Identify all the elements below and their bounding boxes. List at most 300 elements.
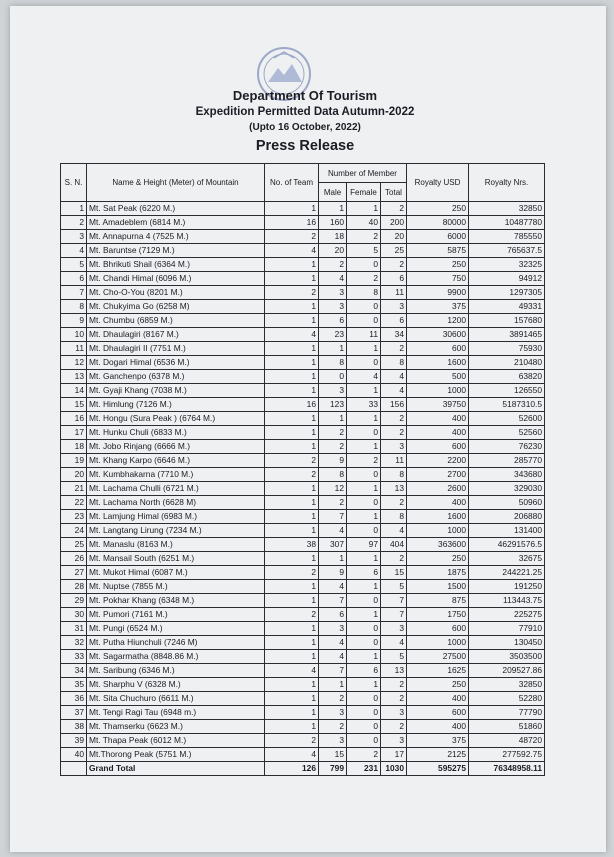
row-total: 2	[381, 678, 407, 692]
row-male: 9	[319, 566, 347, 580]
row-male: 1	[319, 202, 347, 216]
row-royalty-usd: 250	[407, 552, 469, 566]
row-sn: 25	[61, 538, 87, 552]
row-sn: 26	[61, 552, 87, 566]
table-row	[61, 342, 545, 356]
row-sn: 3	[61, 230, 87, 244]
row-mountain-name: Mt. Dhaulagiri (8167 M.)	[87, 328, 265, 342]
row-total: 3	[381, 706, 407, 720]
row-sn: 15	[61, 398, 87, 412]
row-royalty-usd: 363600	[407, 538, 469, 552]
row-royalty-usd: 400	[407, 720, 469, 734]
row-royalty-usd: 400	[407, 426, 469, 440]
row-total: 6	[381, 314, 407, 328]
table-row	[61, 468, 545, 482]
row-mountain-name: Mt. Ganchenpo (6378 M.)	[87, 370, 265, 384]
row-female: 0	[347, 636, 381, 650]
row-female: 5	[347, 244, 381, 258]
row-royalty-usd: 1600	[407, 356, 469, 370]
row-sn: 34	[61, 664, 87, 678]
row-royalty-nrs: 50960	[469, 496, 545, 510]
header-royalty-nrs: Royalty Nrs.	[469, 164, 545, 202]
row-teams: 1	[265, 706, 319, 720]
row-royalty-nrs: 191250	[469, 580, 545, 594]
row-sn: 36	[61, 692, 87, 706]
row-royalty-nrs: 52600	[469, 412, 545, 426]
table-row	[61, 328, 545, 342]
row-mountain-name: Mt. Amadeblem (6814 M.)	[87, 216, 265, 230]
header-teams: No. of Team	[265, 164, 319, 202]
row-male: 12	[319, 482, 347, 496]
row-male: 3	[319, 286, 347, 300]
row-sn: 30	[61, 608, 87, 622]
row-female: 0	[347, 468, 381, 482]
row-sn: 11	[61, 342, 87, 356]
row-total: 4	[381, 524, 407, 538]
row-royalty-nrs: 63820	[469, 370, 545, 384]
row-teams: 2	[265, 734, 319, 748]
row-mountain-name: Mt. Hunku Chuli (6833 M.)	[87, 426, 265, 440]
header-male: Male	[319, 183, 347, 202]
table-row	[61, 650, 545, 664]
row-teams: 1	[265, 678, 319, 692]
row-male: 1	[319, 412, 347, 426]
row-total: 8	[381, 356, 407, 370]
row-male: 2	[319, 496, 347, 510]
row-female: 1	[347, 608, 381, 622]
row-royalty-nrs: 48720	[469, 734, 545, 748]
row-total: 13	[381, 482, 407, 496]
row-female: 1	[347, 482, 381, 496]
row-male: 9	[319, 454, 347, 468]
row-teams: 1	[265, 258, 319, 272]
row-teams: 4	[265, 664, 319, 678]
row-royalty-nrs: 76230	[469, 440, 545, 454]
row-female: 2	[347, 230, 381, 244]
row-sn: 2	[61, 216, 87, 230]
row-mountain-name: Mt. Hongu (Sura Peak ) (6764 M.)	[87, 412, 265, 426]
row-teams: 4	[265, 244, 319, 258]
row-female: 1	[347, 202, 381, 216]
grand-total-usd: 595275	[407, 762, 469, 776]
row-teams: 1	[265, 314, 319, 328]
row-teams: 1	[265, 272, 319, 286]
row-sn: 13	[61, 370, 87, 384]
row-royalty-nrs: 32850	[469, 678, 545, 692]
row-female: 0	[347, 734, 381, 748]
row-male: 7	[319, 594, 347, 608]
row-royalty-usd: 2700	[407, 468, 469, 482]
table-row	[61, 580, 545, 594]
row-male: 2	[319, 440, 347, 454]
table-row	[61, 384, 545, 398]
row-female: 1	[347, 440, 381, 454]
table-row	[61, 706, 545, 720]
row-mountain-name: Mt. Jobo Rinjang (6666 M.)	[87, 440, 265, 454]
row-royalty-nrs: 32850	[469, 202, 545, 216]
row-sn: 27	[61, 566, 87, 580]
table-row	[61, 664, 545, 678]
row-female: 1	[347, 342, 381, 356]
row-royalty-nrs: 1297305	[469, 286, 545, 300]
row-teams: 1	[265, 440, 319, 454]
row-royalty-nrs: 32675	[469, 552, 545, 566]
row-royalty-usd: 1625	[407, 664, 469, 678]
table-row	[61, 230, 545, 244]
row-royalty-nrs: 77910	[469, 622, 545, 636]
row-male: 0	[319, 370, 347, 384]
grand-total-teams: 126	[265, 762, 319, 776]
expedition-table	[60, 163, 545, 776]
row-royalty-nrs: 206880	[469, 510, 545, 524]
row-male: 2	[319, 426, 347, 440]
grand-total-nrs: 76348958.11	[469, 762, 545, 776]
table-row	[61, 594, 545, 608]
row-royalty-nrs: 94912	[469, 272, 545, 286]
row-royalty-usd: 600	[407, 440, 469, 454]
row-royalty-nrs: 285770	[469, 454, 545, 468]
row-sn: 8	[61, 300, 87, 314]
row-teams: 16	[265, 398, 319, 412]
row-royalty-usd: 1500	[407, 580, 469, 594]
row-royalty-nrs: 10487780	[469, 216, 545, 230]
row-total: 15	[381, 566, 407, 580]
row-male: 15	[319, 748, 347, 762]
row-royalty-nrs: 49331	[469, 300, 545, 314]
row-royalty-nrs: 126550	[469, 384, 545, 398]
row-royalty-usd: 9900	[407, 286, 469, 300]
grand-total-female: 231	[347, 762, 381, 776]
row-mountain-name: Mt. Thamserku (6623 M.)	[87, 720, 265, 734]
row-sn: 16	[61, 412, 87, 426]
row-royalty-usd: 1000	[407, 636, 469, 650]
grand-total-label: Grand Total	[87, 762, 265, 776]
row-sn: 38	[61, 720, 87, 734]
row-total: 4	[381, 384, 407, 398]
row-female: 0	[347, 706, 381, 720]
row-total: 3	[381, 440, 407, 454]
row-mountain-name: Mt. Cho-O-You (8201 M.)	[87, 286, 265, 300]
row-mountain-name: Mt. Mansail South (6251 M.)	[87, 552, 265, 566]
row-teams: 1	[265, 552, 319, 566]
row-mountain-name: Mt. Dogari Himal (6536 M.)	[87, 356, 265, 370]
row-royalty-usd: 1875	[407, 566, 469, 580]
row-teams: 1	[265, 370, 319, 384]
row-sn: 31	[61, 622, 87, 636]
row-male: 18	[319, 230, 347, 244]
row-teams: 1	[265, 384, 319, 398]
row-sn: 39	[61, 734, 87, 748]
grand-total-members: 1030	[381, 762, 407, 776]
row-royalty-nrs: 51860	[469, 720, 545, 734]
row-total: 156	[381, 398, 407, 412]
row-royalty-usd: 6000	[407, 230, 469, 244]
row-royalty-nrs: 329030	[469, 482, 545, 496]
row-royalty-nrs: 3891465	[469, 328, 545, 342]
row-royalty-usd: 375	[407, 300, 469, 314]
row-total: 5	[381, 580, 407, 594]
row-royalty-nrs: 3503500	[469, 650, 545, 664]
row-female: 1	[347, 384, 381, 398]
row-total: 3	[381, 622, 407, 636]
row-mountain-name: Mt. Langtang Lirung (7234 M.)	[87, 524, 265, 538]
row-mountain-name: Mt.Thorong Peak (5751 M.)	[87, 748, 265, 762]
row-sn: 32	[61, 636, 87, 650]
row-royalty-usd: 600	[407, 706, 469, 720]
row-royalty-usd: 39750	[407, 398, 469, 412]
date-range: (Upto 16 October, 2022)	[249, 122, 361, 133]
row-female: 6	[347, 566, 381, 580]
row-total: 8	[381, 510, 407, 524]
row-total: 2	[381, 342, 407, 356]
row-royalty-usd: 375	[407, 734, 469, 748]
row-teams: 1	[265, 342, 319, 356]
row-mountain-name: Mt. Pungi (6524 M.)	[87, 622, 265, 636]
row-total: 20	[381, 230, 407, 244]
row-male: 4	[319, 272, 347, 286]
row-royalty-nrs: 785550	[469, 230, 545, 244]
row-royalty-nrs: 131400	[469, 524, 545, 538]
table-row	[61, 314, 545, 328]
row-sn: 19	[61, 454, 87, 468]
row-teams: 1	[265, 622, 319, 636]
row-teams: 16	[265, 216, 319, 230]
row-total: 7	[381, 594, 407, 608]
row-total: 2	[381, 426, 407, 440]
table-row	[61, 678, 545, 692]
row-mountain-name: Mt. Pokhar Khang (6348 M.)	[87, 594, 265, 608]
row-teams: 1	[265, 650, 319, 664]
row-teams: 1	[265, 580, 319, 594]
row-male: 7	[319, 664, 347, 678]
row-teams: 2	[265, 468, 319, 482]
row-mountain-name: Mt. Tengi Ragi Tau (6948 m.)	[87, 706, 265, 720]
table-row	[61, 622, 545, 636]
row-royalty-nrs: 52560	[469, 426, 545, 440]
row-teams: 2	[265, 286, 319, 300]
row-total: 17	[381, 748, 407, 762]
row-mountain-name: Mt. Putha Hiunchuli (7246 M)	[87, 636, 265, 650]
row-female: 1	[347, 650, 381, 664]
row-teams: 4	[265, 328, 319, 342]
row-sn: 5	[61, 258, 87, 272]
table-row	[61, 552, 545, 566]
row-mountain-name: Mt. Lachama North (6628 M)	[87, 496, 265, 510]
row-sn: 12	[61, 356, 87, 370]
row-female: 33	[347, 398, 381, 412]
row-mountain-name: Mt. Bhrikuti Shail (6364 M.)	[87, 258, 265, 272]
row-mountain-name: Mt. Thapa Peak (6012 M.)	[87, 734, 265, 748]
row-male: 23	[319, 328, 347, 342]
document-header	[62, 88, 548, 155]
table-row	[61, 216, 545, 230]
row-female: 97	[347, 538, 381, 552]
row-male: 1	[319, 342, 347, 356]
row-sn: 17	[61, 426, 87, 440]
row-total: 404	[381, 538, 407, 552]
row-sn: 35	[61, 678, 87, 692]
row-royalty-usd: 250	[407, 258, 469, 272]
table-row	[61, 412, 545, 426]
row-female: 0	[347, 594, 381, 608]
row-sn: 29	[61, 594, 87, 608]
row-royalty-nrs: 75930	[469, 342, 545, 356]
row-male: 3	[319, 734, 347, 748]
grand-total-row	[61, 762, 545, 776]
row-male: 7	[319, 510, 347, 524]
row-male: 4	[319, 524, 347, 538]
row-royalty-nrs: 130450	[469, 636, 545, 650]
row-royalty-usd: 250	[407, 202, 469, 216]
row-mountain-name: Mt. Himlung (7126 M.)	[87, 398, 265, 412]
row-sn: 21	[61, 482, 87, 496]
row-female: 8	[347, 286, 381, 300]
row-male: 8	[319, 356, 347, 370]
row-mountain-name: Mt. Dhaulagiri II (7751 M.)	[87, 342, 265, 356]
table-row	[61, 524, 545, 538]
row-male: 307	[319, 538, 347, 552]
row-mountain-name: Mt. Saribung (6346 M.)	[87, 664, 265, 678]
table-row	[61, 244, 545, 258]
row-royalty-nrs: 52280	[469, 692, 545, 706]
row-teams: 1	[265, 202, 319, 216]
row-female: 1	[347, 412, 381, 426]
grand-total-male: 799	[319, 762, 347, 776]
row-total: 13	[381, 664, 407, 678]
row-female: 1	[347, 510, 381, 524]
row-male: 160	[319, 216, 347, 230]
row-total: 2	[381, 720, 407, 734]
row-teams: 1	[265, 426, 319, 440]
header-name: Name & Height (Meter) of Mountain	[87, 164, 265, 202]
row-sn: 4	[61, 244, 87, 258]
table-row	[61, 272, 545, 286]
row-total: 25	[381, 244, 407, 258]
row-mountain-name: Mt. Pumori (7161 M.)	[87, 608, 265, 622]
row-female: 0	[347, 496, 381, 510]
row-mountain-name: Mt. Baruntse (7129 M.)	[87, 244, 265, 258]
row-royalty-nrs: 113443.75	[469, 594, 545, 608]
row-royalty-nrs: 46291576.5	[469, 538, 545, 552]
row-male: 2	[319, 258, 347, 272]
row-total: 2	[381, 552, 407, 566]
row-female: 0	[347, 426, 381, 440]
row-total: 2	[381, 258, 407, 272]
row-sn: 7	[61, 286, 87, 300]
row-teams: 1	[265, 496, 319, 510]
row-sn: 24	[61, 524, 87, 538]
table-row	[61, 692, 545, 706]
table-row	[61, 720, 545, 734]
row-teams: 1	[265, 510, 319, 524]
row-female: 0	[347, 356, 381, 370]
row-royalty-usd: 1000	[407, 384, 469, 398]
table-row	[61, 426, 545, 440]
row-royalty-nrs: 32325	[469, 258, 545, 272]
row-female: 6	[347, 664, 381, 678]
table-body	[61, 202, 545, 762]
row-female: 11	[347, 328, 381, 342]
table-row	[61, 370, 545, 384]
row-male: 1	[319, 678, 347, 692]
row-teams: 1	[265, 720, 319, 734]
row-male: 4	[319, 650, 347, 664]
row-total: 4	[381, 370, 407, 384]
table-row	[61, 510, 545, 524]
row-total: 6	[381, 272, 407, 286]
row-sn: 1	[61, 202, 87, 216]
row-royalty-usd: 2125	[407, 748, 469, 762]
row-royalty-usd: 400	[407, 412, 469, 426]
row-teams: 1	[265, 636, 319, 650]
row-teams: 1	[265, 524, 319, 538]
row-total: 3	[381, 300, 407, 314]
row-sn: 9	[61, 314, 87, 328]
table-row	[61, 356, 545, 370]
row-teams: 4	[265, 748, 319, 762]
table-row	[61, 398, 545, 412]
row-mountain-name: Mt. Annapurna 4 (7525 M.)	[87, 230, 265, 244]
row-royalty-usd: 1600	[407, 510, 469, 524]
row-teams: 2	[265, 230, 319, 244]
row-royalty-usd: 1200	[407, 314, 469, 328]
department-title: Department Of Tourism	[232, 88, 378, 103]
row-male: 3	[319, 706, 347, 720]
row-royalty-nrs: 157680	[469, 314, 545, 328]
row-mountain-name: Mt. Lachama Chulli (6721 M.)	[87, 482, 265, 496]
row-royalty-usd: 80000	[407, 216, 469, 230]
row-mountain-name: Mt. Gyaji Khang (7038 M.)	[87, 384, 265, 398]
row-royalty-usd: 1750	[407, 608, 469, 622]
row-royalty-usd: 750	[407, 272, 469, 286]
row-total: 11	[381, 454, 407, 468]
row-male: 4	[319, 636, 347, 650]
row-mountain-name: Mt. Chandi Himal (6096 M.)	[87, 272, 265, 286]
row-total: 3	[381, 734, 407, 748]
row-female: 2	[347, 454, 381, 468]
row-female: 0	[347, 300, 381, 314]
row-royalty-nrs: 209527.86	[469, 664, 545, 678]
row-male: 2	[319, 720, 347, 734]
row-male: 6	[319, 608, 347, 622]
table-row	[61, 538, 545, 552]
header-sn: S. N.	[61, 164, 87, 202]
row-teams: 1	[265, 482, 319, 496]
row-sn: 22	[61, 496, 87, 510]
row-teams: 1	[265, 412, 319, 426]
row-royalty-usd: 27500	[407, 650, 469, 664]
row-male: 8	[319, 468, 347, 482]
table-row	[61, 636, 545, 650]
header-female: Female	[347, 183, 381, 202]
row-royalty-usd: 2600	[407, 482, 469, 496]
row-female: 1	[347, 552, 381, 566]
row-sn: 6	[61, 272, 87, 286]
row-male: 4	[319, 580, 347, 594]
row-sn: 40	[61, 748, 87, 762]
row-total: 2	[381, 496, 407, 510]
row-mountain-name: Mt. Nuptse (7855 M.)	[87, 580, 265, 594]
row-total: 2	[381, 692, 407, 706]
row-mountain-name: Mt. Khang Karpo (6646 M.)	[87, 454, 265, 468]
table-row	[61, 734, 545, 748]
row-royalty-nrs: 343680	[469, 468, 545, 482]
row-royalty-usd: 250	[407, 678, 469, 692]
row-royalty-nrs: 277592.75	[469, 748, 545, 762]
row-male: 1	[319, 552, 347, 566]
row-mountain-name: Mt. Sita Chuchuro (6611 M.)	[87, 692, 265, 706]
header-royalty-usd: Royalty USD	[407, 164, 469, 202]
